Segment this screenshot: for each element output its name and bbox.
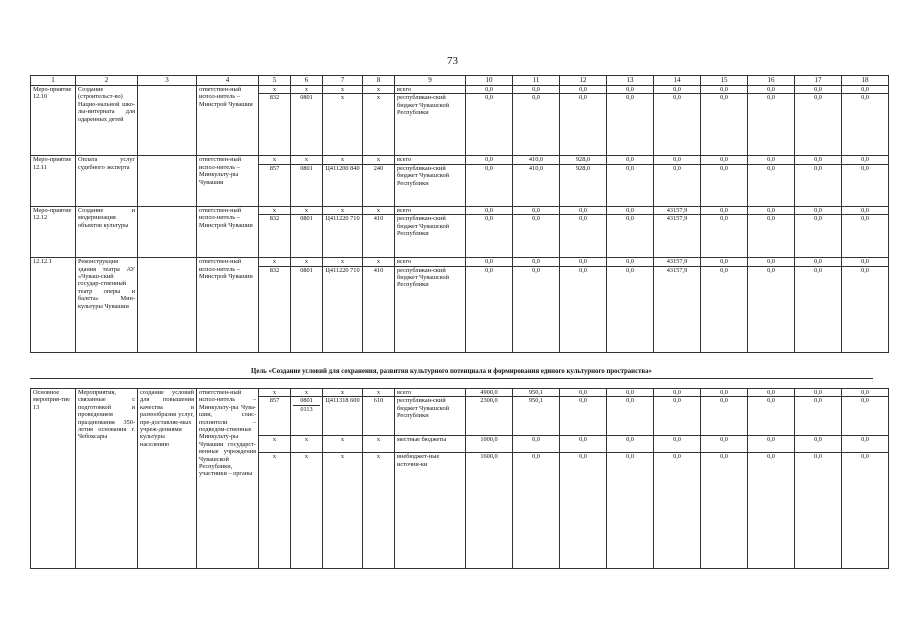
rz-pr-value: 0113 — [300, 405, 313, 413]
amount-cell: 0,0 — [701, 215, 748, 258]
grbs-cell: 857 — [259, 397, 291, 436]
column-number: 2 — [76, 76, 138, 86]
grbs-cell: 832 — [259, 94, 291, 156]
amount-cell: 0,0 — [748, 164, 795, 206]
amount-cell: 0,0 — [795, 453, 842, 569]
amount-cell: 0,0 — [795, 156, 842, 164]
amount-cell: 0,0 — [701, 397, 748, 436]
vr-cell: x — [363, 389, 395, 397]
amount-cell: 0,0 — [842, 389, 889, 397]
amount-cell: 0,0 — [795, 436, 842, 453]
responsible-cell: ответствен-ный испол-нитель – Минкульту-ры Чувашии — [197, 156, 259, 206]
grbs-cell: x — [259, 389, 291, 397]
vr-cell: x — [363, 94, 395, 156]
amount-cell: 0,0 — [607, 94, 654, 156]
amount-cell: 410,0 — [513, 164, 560, 206]
table-row — [31, 86, 889, 94]
amount-cell: 0,0 — [748, 94, 795, 156]
amount-cell: 0,0 — [560, 389, 607, 397]
grbs-cell: x — [259, 206, 291, 214]
amount-cell: 0,0 — [842, 453, 889, 569]
grbs-cell: x — [259, 453, 291, 569]
csr-cell: Ц411200 840 — [323, 164, 363, 206]
amount-cell: 1000,0 — [466, 436, 513, 453]
event-code-cell: Меро-приятие 12.12 — [31, 206, 76, 257]
amount-cell: 0,0 — [607, 156, 654, 164]
amount-cell: 0,0 — [842, 266, 889, 352]
amount-cell: 0,0 — [466, 164, 513, 206]
table-row — [31, 206, 889, 214]
amount-cell: 0,0 — [842, 436, 889, 453]
amount-cell: 0,0 — [466, 206, 513, 214]
amount-cell: 0,0 — [607, 266, 654, 352]
funding-source-cell: республикан-ский бюджет Чувашской Республики — [395, 397, 466, 436]
grbs-cell: x — [259, 156, 291, 164]
amount-cell: 0,0 — [560, 436, 607, 453]
amount-cell: 43157,9 — [654, 266, 701, 352]
grbs-cell: x — [259, 258, 291, 266]
vr-cell: x — [363, 258, 395, 266]
amount-cell: 0,0 — [654, 389, 701, 397]
amount-cell: 0,0 — [654, 164, 701, 206]
event-name-cell: Мероприятия, связанные с подготовкой и проведением празднования 350-летия основания г. Чебоксары — [76, 389, 138, 569]
vr-cell: 410 — [363, 266, 395, 352]
amount-cell: 0,0 — [513, 94, 560, 156]
column-number: 12 — [560, 76, 607, 86]
amount-cell: 0,0 — [466, 86, 513, 94]
rz-pr-cell: x — [291, 436, 323, 453]
amount-cell: 0,0 — [748, 215, 795, 258]
vr-cell: 610 — [363, 397, 395, 436]
amount-cell: 0,0 — [748, 206, 795, 214]
amount-cell: 950,1 — [513, 389, 560, 397]
funding-source-cell: всего — [395, 86, 466, 94]
amount-cell: 0,0 — [795, 86, 842, 94]
table-row — [31, 258, 889, 266]
amount-cell: 0,0 — [560, 215, 607, 258]
amount-cell: 0,0 — [748, 266, 795, 352]
amount-cell: 0,0 — [701, 389, 748, 397]
amount-cell: 0,0 — [654, 397, 701, 436]
rz-pr-cell: x — [291, 156, 323, 164]
amount-cell: 0,0 — [560, 258, 607, 266]
csr-cell: x — [323, 86, 363, 94]
amount-cell: 0,0 — [842, 94, 889, 156]
amount-cell: 0,0 — [701, 156, 748, 164]
amount-cell: 0,0 — [701, 86, 748, 94]
amount-cell: 0,0 — [654, 156, 701, 164]
vr-cell: x — [363, 86, 395, 94]
column-number: 9 — [395, 76, 466, 86]
rz-pr-cell: 0801 — [291, 215, 323, 258]
event-name-cell: Создание (строительст-во) Нацио-нальной шко-лы-интерната для одаренных детей — [76, 86, 138, 156]
page-number: 73 — [447, 55, 458, 67]
funding-source-cell: всего — [395, 258, 466, 266]
column-number: 14 — [654, 76, 701, 86]
amount-cell: 0,0 — [513, 206, 560, 214]
column-number: 3 — [138, 76, 197, 86]
amount-cell: 0,0 — [842, 164, 889, 206]
amount-cell: 0,0 — [466, 258, 513, 266]
budget-table-main-event — [30, 388, 889, 569]
amount-cell: 0,0 — [842, 258, 889, 266]
amount-cell: 0,0 — [701, 436, 748, 453]
column-number: 8 — [363, 76, 395, 86]
amount-cell: 0,0 — [748, 156, 795, 164]
event-code-cell: 12.12.1 — [31, 258, 76, 352]
vr-cell: x — [363, 436, 395, 453]
rz-pr-cell: 0801 — [291, 94, 323, 156]
amount-cell: 0,0 — [607, 453, 654, 569]
responsible-cell: ответствен-ный испол-нитель – Минстрой Чувашии — [197, 258, 259, 352]
table-row — [31, 156, 889, 164]
amount-cell: 0,0 — [513, 436, 560, 453]
amount-cell: 0,0 — [795, 215, 842, 258]
table-row — [31, 389, 889, 397]
amount-cell: 0,0 — [748, 86, 795, 94]
amount-cell: 0,0 — [513, 86, 560, 94]
csr-cell: Ц411220 710 — [323, 266, 363, 352]
csr-cell: x — [323, 94, 363, 156]
rz-pr-cell: x — [291, 206, 323, 214]
column-number: 13 — [607, 76, 654, 86]
column-number: 6 — [291, 76, 323, 86]
funding-source-cell: республикан-ский бюджет Чувашской Республики — [395, 266, 466, 352]
amount-cell: 0,0 — [466, 266, 513, 352]
divider — [30, 378, 873, 387]
vr-cell: 240 — [363, 164, 395, 206]
goal-cell: создание условий для повышения качества и разнообразия услуг, пре-доставляе-мых учреж-дениями культуры населению — [138, 389, 197, 569]
rz-pr-cell: x — [291, 86, 323, 94]
amount-cell: 0,0 — [701, 94, 748, 156]
amount-cell: 0,0 — [842, 156, 889, 164]
amount-cell: 2300,0 — [466, 397, 513, 436]
csr-cell: Ц411318 600 — [323, 397, 363, 436]
amount-cell: 0,0 — [748, 389, 795, 397]
amount-cell: 0,0 — [513, 215, 560, 258]
csr-cell: Ц411220 710 — [323, 215, 363, 258]
column-number: 1 — [31, 76, 76, 86]
responsible-cell: ответствен-ный испол-нитель – Минстрой Чувашии — [197, 206, 259, 257]
amount-cell: 0,0 — [795, 389, 842, 397]
amount-cell: 0,0 — [513, 266, 560, 352]
grbs-cell: x — [259, 436, 291, 453]
funding-source-cell: всего — [395, 206, 466, 214]
csr-cell: x — [323, 453, 363, 569]
amount-cell: 0,0 — [607, 86, 654, 94]
amount-cell: 0,0 — [842, 215, 889, 258]
amount-cell: 0,0 — [795, 266, 842, 352]
rz-pr-cell — [291, 397, 323, 436]
amount-cell: 0,0 — [842, 206, 889, 214]
column-number: 4 — [197, 76, 259, 86]
event-name-cell: Реконструкция здания театра АУ «Чуваш-ский государ-ственный театр оперы и балета» Мин-культуры Чувашии — [76, 258, 138, 352]
column-number: 16 — [748, 76, 795, 86]
goal-cell — [138, 156, 197, 206]
amount-cell: 4900,0 — [466, 389, 513, 397]
amount-cell: 0,0 — [748, 453, 795, 569]
event-name-cell: Создание и модернизация объектов культуры — [76, 206, 138, 257]
grbs-cell: x — [259, 86, 291, 94]
rz-pr-value: 0801 — [293, 397, 320, 405]
amount-cell: 950,1 — [513, 397, 560, 436]
vr-cell: x — [363, 156, 395, 164]
amount-cell: 0,0 — [466, 156, 513, 164]
amount-cell: 0,0 — [701, 164, 748, 206]
amount-cell: 43157,9 — [654, 215, 701, 258]
amount-cell: 43157,9 — [654, 258, 701, 266]
amount-cell: 0,0 — [560, 206, 607, 214]
grbs-cell: 832 — [259, 215, 291, 258]
rz-pr-cell: x — [291, 258, 323, 266]
column-number: 15 — [701, 76, 748, 86]
grbs-cell: 857 — [259, 164, 291, 206]
goal-cell — [138, 206, 197, 257]
rz-pr-cell: x — [291, 389, 323, 397]
column-number: 7 — [323, 76, 363, 86]
amount-cell: 0,0 — [560, 397, 607, 436]
amount-cell: 928,0 — [560, 156, 607, 164]
amount-cell: 0,0 — [560, 86, 607, 94]
amount-cell: 0,0 — [701, 266, 748, 352]
csr-cell: x — [323, 389, 363, 397]
column-number-row — [31, 76, 889, 86]
amount-cell: 0,0 — [795, 94, 842, 156]
amount-cell: 0,0 — [607, 389, 654, 397]
funding-source-cell: республикан-ский бюджет Чувашской Республики — [395, 94, 466, 156]
rz-pr-cell: 0801 — [291, 266, 323, 352]
event-code-cell: Меро-приятие 12.11 — [31, 156, 76, 206]
column-number: 11 — [513, 76, 560, 86]
amount-cell: 0,0 — [701, 206, 748, 214]
amount-cell: 0,0 — [654, 94, 701, 156]
amount-cell: 0,0 — [748, 436, 795, 453]
column-number: 5 — [259, 76, 291, 86]
csr-cell: x — [323, 436, 363, 453]
funding-source-cell: местные бюджеты — [395, 436, 466, 453]
amount-cell: 410,0 — [513, 156, 560, 164]
column-number: 18 — [842, 76, 889, 86]
amount-cell: 0,0 — [466, 215, 513, 258]
grbs-cell: 832 — [259, 266, 291, 352]
amount-cell: 0,0 — [513, 258, 560, 266]
amount-cell: 928,0 — [560, 164, 607, 206]
amount-cell: 0,0 — [701, 258, 748, 266]
funding-source-cell: всего — [395, 389, 466, 397]
amount-cell: 0,0 — [607, 164, 654, 206]
funding-source-cell: всего — [395, 156, 466, 164]
vr-cell: x — [363, 206, 395, 214]
amount-cell: 0,0 — [513, 453, 560, 569]
csr-cell: x — [323, 156, 363, 164]
amount-cell: 0,0 — [748, 397, 795, 436]
amount-cell: 0,0 — [842, 86, 889, 94]
amount-cell: 0,0 — [607, 397, 654, 436]
vr-cell: x — [363, 453, 395, 569]
funding-source-cell: республикан-ский бюджет Чувашской Республики — [395, 215, 466, 258]
funding-source-cell: внебюджет-ные источни-ки — [395, 453, 466, 569]
amount-cell: 0,0 — [560, 266, 607, 352]
amount-cell: 1600,0 — [466, 453, 513, 569]
amount-cell: 0,0 — [795, 164, 842, 206]
amount-cell: 0,0 — [701, 453, 748, 569]
vr-cell: 410 — [363, 215, 395, 258]
amount-cell: 0,0 — [795, 258, 842, 266]
funding-source-cell: республикан-ский бюджет Чувашской Республики — [395, 164, 466, 206]
responsible-cell: ответствен-ный испол-нитель – Минстрой Чувашии — [197, 86, 259, 156]
amount-cell: 0,0 — [842, 397, 889, 436]
event-code-cell: Основное мероприя-тие 13 — [31, 389, 76, 569]
amount-cell: 0,0 — [607, 215, 654, 258]
amount-cell: 0,0 — [607, 206, 654, 214]
rz-pr-cell: 0801 — [291, 164, 323, 206]
amount-cell: 43157,9 — [654, 206, 701, 214]
column-number: 10 — [466, 76, 513, 86]
amount-cell: 0,0 — [748, 258, 795, 266]
goal-heading: Цель «Создание условий для сохранения, развития культурного потенциала и формирования единого культурного пространства» — [251, 368, 652, 375]
amount-cell: 0,0 — [607, 436, 654, 453]
amount-cell: 0,0 — [795, 206, 842, 214]
amount-cell: 0,0 — [654, 453, 701, 569]
csr-cell: x — [323, 258, 363, 266]
goal-cell — [138, 258, 197, 352]
amount-cell: 0,0 — [466, 94, 513, 156]
amount-cell: 0,0 — [795, 397, 842, 436]
rz-pr-cell: x — [291, 453, 323, 569]
amount-cell: 0,0 — [607, 258, 654, 266]
amount-cell: 0,0 — [654, 436, 701, 453]
amount-cell: 0,0 — [654, 86, 701, 94]
budget-table-top — [30, 75, 889, 353]
amount-cell: 0,0 — [560, 453, 607, 569]
column-number: 17 — [795, 76, 842, 86]
csr-cell: x — [323, 206, 363, 214]
event-name-cell: Оплата услуг судебного эксперта — [76, 156, 138, 206]
goal-cell — [138, 86, 197, 156]
event-code-cell: Меро-приятие 12.10 — [31, 86, 76, 156]
amount-cell: 0,0 — [560, 94, 607, 156]
responsible-cell: ответствен-ный испол-нитель – Минкульту-ры Чува-шии, соис-полнители – подведом-ственные Минкульту-ры Чувашии государст-венные учреждения Чувашской Республики, участники – органы — [197, 389, 259, 569]
